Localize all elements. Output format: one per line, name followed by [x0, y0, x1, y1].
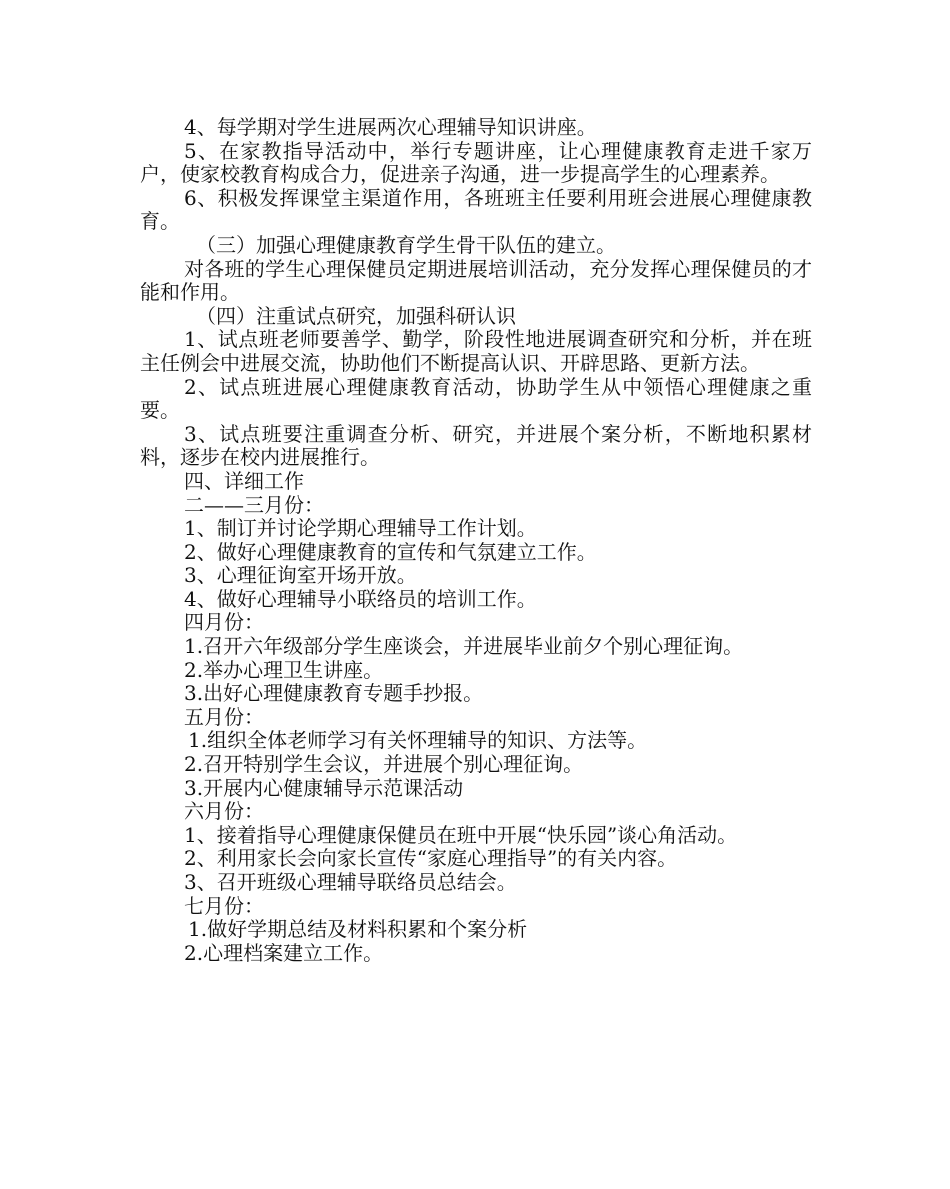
document-body	[140, 116, 812, 965]
paragraph: 1.组织全体老师学习有关怀理辅导的知识、方法等。	[188, 728, 648, 753]
paragraph: 1、制订并讨论学期心理辅导工作计划。	[184, 516, 537, 541]
paragraph: 4、做好心理辅导小联络员的培训工作。	[184, 586, 537, 611]
paragraph: 6、积极发挥课堂主渠道作用，各班班主任要利用班会进展心理健康教育。	[140, 185, 812, 234]
paragraph: 3、试点班要注重调查分析、研究，并进展个案分析，不断地积累材料，逐步在校内进展推行。	[140, 421, 812, 470]
paragraph: 六月份：	[184, 799, 264, 824]
paragraph: 四、详细工作	[184, 468, 304, 493]
paragraph: 2.心理档案建立工作。	[184, 940, 384, 965]
paragraph: 5、在家教指导活动中，举行专题讲座，让心理健康教育走进千家万户，使家校教育构成合力，促进亲子沟通，进一步提高学生的心理素养。	[140, 138, 812, 187]
section-heading: （四）注重试点研究，加强科研认识	[196, 303, 516, 328]
paragraph: 1、试点班老师要善学、勤学，阶段性地进展调查研究和分析，并在班主任例会中进展交流，协助他们不断提高认识、开辟思路、更新方法。	[140, 327, 812, 375]
paragraph: 七月份：	[184, 893, 264, 918]
paragraph: 2.举办心理卫生讲座。	[184, 657, 384, 682]
paragraph: 二——三月份：	[184, 492, 324, 517]
paragraph: 3.开展内心健康辅导示范课活动	[184, 775, 464, 800]
section-heading: （三）加强心理健康教育学生骨干队伍的建立。	[196, 232, 616, 257]
paragraph: 3、召开班级心理辅导联络员总结会。	[184, 870, 517, 894]
paragraph: 2、做好心理健康教育的宣传和气氛建立工作。	[184, 539, 597, 564]
paragraph: 五月份：	[184, 704, 264, 729]
paragraph: 1.召开六年级部分学生座谈会，并进展毕业前夕个别心理征询。	[184, 634, 744, 659]
paragraph: 1、接着指导心理健康保健员在班中开展“快乐园”谈心角活动。	[184, 822, 738, 847]
paragraph: 2.召开特别学生会议，并进展个别心理征询。	[184, 752, 584, 777]
paragraph: 3、心理征询室开场开放。	[184, 563, 417, 588]
paragraph: 四月份：	[184, 610, 264, 635]
paragraph: 2、利用家长会向家长宣传“家庭心理指导”的有关内容。	[184, 846, 678, 871]
paragraph: 2、试点班进展心理健康教育活动，协助学生从中领悟心理健康之重要。	[140, 374, 812, 423]
paragraph: 3.出好心理健康教育专题手抄报。	[184, 681, 484, 706]
paragraph: 1.做好学期总结及材料积累和个案分析	[188, 917, 528, 942]
paragraph: 4、每学期对学生进展两次心理辅导知识讲座。	[184, 115, 597, 139]
paragraph: 对各班的学生心理保健员定期进展培训活动，充分发挥心理保健员的才能和作用。	[140, 256, 812, 305]
